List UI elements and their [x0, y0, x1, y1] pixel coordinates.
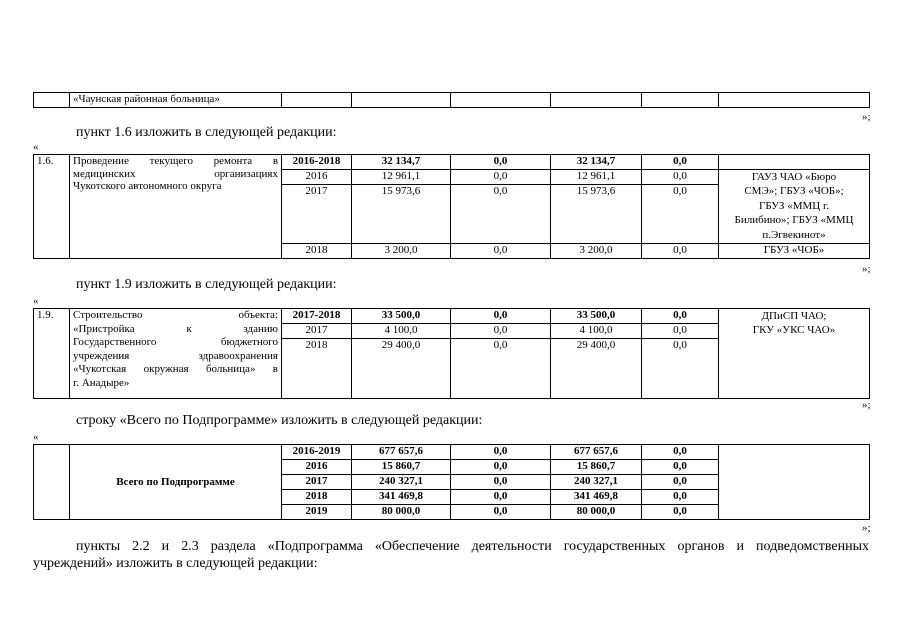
total-cell: 32 134,7	[352, 155, 451, 170]
item-name: Строительство объекта: «Пристройка к зданию Государственного бюджетного учреждения здравоохранения «Чукотская окружная больница» в г. Анадыре»	[70, 309, 282, 399]
year-cell: 2016-2018	[282, 155, 352, 170]
federal-cell: 0,0	[451, 155, 551, 170]
top-table-row	[33, 92, 870, 108]
other-cell: 0,0	[642, 155, 719, 170]
paragraph-4-line-2: учреждений» изложить в следующей редакции:	[33, 556, 318, 571]
top-row-name: «Чаунская районная больница»	[70, 93, 282, 108]
table-total: Всего по Подпрограмме 2016-2019 677 657,6 0,0 677 657,6 0,0 2016 15 860,7 0,0 15 860,7 0,0 2017 240 327,1 0,0 240 327,1 0,0 2018 341 469,8 0,0 341 469,8 0,0 2019 80 000,0 0,0 80 000,0 0,0	[33, 444, 870, 520]
close-mark-4: »;	[862, 522, 871, 534]
total-label: Всего по Подпрограмме	[70, 445, 282, 520]
close-mark-1: »;	[862, 111, 871, 123]
district-cell: 32 134,7	[551, 155, 642, 170]
item-number: 1.9.	[34, 309, 70, 399]
executor-cell: ГАУЗ ЧАО «Бюро СМЭ»; ГБУЗ «ЧОБ»; ГБУЗ «ММЦ г. Билибино»; ГБУЗ «ММЦ п.Эгвекинот»	[719, 170, 870, 244]
open-mark-3: «	[33, 431, 39, 443]
executor-cell: ДПиСП ЧАО; ГКУ «УКС ЧАО»	[719, 309, 870, 399]
paragraph-4-line-1: пункты 2.2 и 2.3 раздела «Подпрограмма «Обеспечение деятельности государственных органов и подведомственных	[76, 539, 869, 554]
open-mark-1: «	[33, 141, 39, 153]
executor-cell-2: ГБУЗ «ЧОБ»	[719, 244, 870, 259]
paragraph-2: пункт 1.9 изложить в следующей редакции:	[76, 277, 337, 292]
paragraph-1: пункт 1.6 изложить в следующей редакции:	[76, 125, 337, 140]
item-number: 1.6.	[34, 155, 70, 259]
paragraph-3: строку «Всего по Подпрограмме» изложить в следующей редакции:	[76, 413, 483, 428]
close-mark-2: »;	[862, 263, 871, 275]
item-name: Проведение текущего ремонта в медицинских организациях Чукотского автономного округа	[70, 155, 282, 259]
table-item-1-9: 1.9. Строительство объекта: «Пристройка к зданию Государственного бюджетного учреждения здравоохранения «Чукотская окружная больница» в г. Анадыре» 2017-2018 33 500,0 0,0 33 500,0 0,0 ДПиСП ЧАО; ГКУ «УКС ЧАО» 2017 4 100,0 0,0 4 100,0 0,0 2018 29 400,0 0,0 29 400,0 0,0	[33, 308, 870, 399]
open-mark-2: «	[33, 295, 39, 307]
table-item-1-6: 1.6. Проведение текущего ремонта в медицинских организациях Чукотского автономного округа 2016-2018 32 134,7 0,0 32 134,7 0,0 2016 12 961,1 0,0 12 961,1 0,0 ГАУЗ ЧАО «Бюро СМЭ»; ГБУЗ «ЧОБ»; ГБУЗ «ММЦ г. Билибино»; ГБУЗ «ММЦ п.Эгвекинот» 2017 15 973,6 0,0 15 973,6 0,0 2018 3 200,0 0,0 3 200,0 0,0 ГБУЗ «ЧОБ»	[33, 154, 870, 259]
close-mark-3: »;	[862, 399, 871, 411]
